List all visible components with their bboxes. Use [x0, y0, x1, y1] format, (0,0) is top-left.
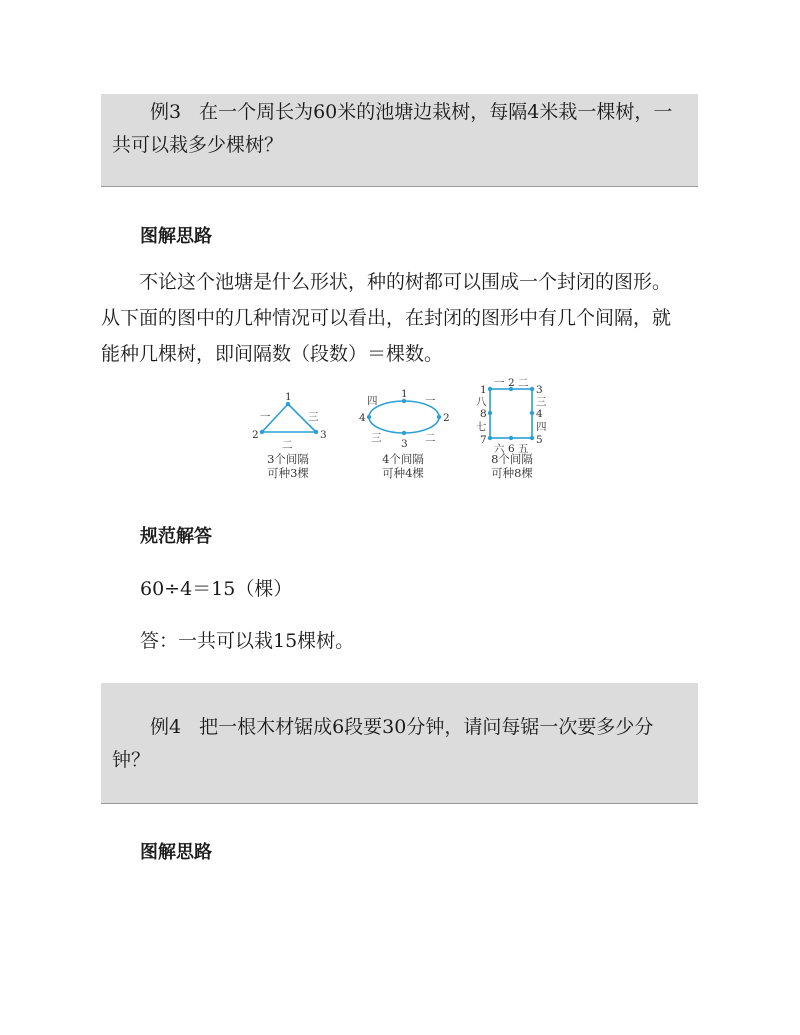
tree-point-2 [260, 430, 264, 434]
side-label-5: 五 [518, 443, 529, 455]
side-label-3: 三 [371, 432, 382, 444]
point-label-3: 3 [320, 429, 327, 441]
tree-point-3 [402, 431, 406, 435]
side-label-1: 一 [425, 395, 436, 407]
example-4-label: 例4 [150, 716, 182, 738]
section-heading-thinking: 图解思路 [140, 226, 212, 247]
square-shape [490, 389, 532, 438]
ellipse-caption-line-2: 可种4棵 [382, 466, 424, 480]
side-label-6: 六 [494, 443, 505, 455]
tree-point-4 [367, 415, 371, 419]
section-heading-thinking-2: 图解思路 [140, 842, 212, 863]
side-label-2: 二 [518, 377, 529, 389]
example-3-line-2: 共可以栽多少棵树？ [112, 134, 284, 156]
example-4-box [101, 683, 698, 804]
tree-point-3 [530, 387, 534, 391]
side-label-3: 三 [536, 396, 547, 408]
point-label-4: 4 [359, 412, 366, 424]
point-label-2: 2 [508, 377, 515, 389]
ellipse-caption-line-1: 4个间隔 [382, 452, 424, 466]
triangle-caption-line-1: 3个间隔 [267, 452, 309, 466]
example-4-line-1: 例4 把一根木材锯成6段要30分钟，请问每锯一次要多少分 [150, 716, 654, 738]
square-figure [470, 376, 554, 480]
point-label-2: 2 [252, 429, 259, 441]
triangle-caption-line-2: 可种3棵 [267, 466, 309, 480]
ellipse-diagram [355, 376, 451, 448]
point-label-6: 6 [508, 443, 515, 455]
example-3-label: 例3 [150, 101, 182, 123]
side-label-4: 四 [536, 421, 547, 433]
point-label-3: 3 [536, 384, 543, 396]
triangle-diagram [246, 376, 330, 451]
side-label-8: 八 [476, 396, 487, 408]
point-label-3: 3 [401, 438, 408, 450]
side-label-4: 四 [367, 395, 378, 407]
tree-point-4 [530, 411, 534, 415]
point-label-1: 1 [480, 384, 487, 396]
calculation-line: 60÷4＝15（棵） [140, 578, 293, 600]
tree-point-1 [488, 387, 492, 391]
example-3-line-1: 例3 在一个周长为60米的池塘边栽树，每隔4米栽一棵树，一 [150, 101, 673, 123]
point-label-1: 1 [285, 391, 292, 403]
point-label-4: 4 [536, 408, 543, 420]
point-label-1: 1 [401, 388, 408, 400]
side-label-3: 三 [308, 411, 319, 423]
triangle-figure [246, 376, 330, 480]
tree-point-5 [530, 436, 534, 440]
point-label-7: 7 [480, 434, 487, 446]
square-caption-line-1: 8个间隔 [491, 452, 533, 466]
example-3-box [101, 94, 698, 187]
tree-point-6 [509, 436, 513, 440]
point-label-8: 8 [480, 408, 487, 420]
tree-point-3 [314, 430, 318, 434]
paragraph-line-2: 从下面的图中的几种情况可以看出，在封闭的图形中有几个间隔，就 [101, 307, 672, 329]
point-label-2: 2 [443, 412, 450, 424]
ellipse-figure [355, 376, 451, 480]
square-caption-line-2: 可种8棵 [491, 466, 533, 480]
side-label-1: 一 [494, 377, 505, 389]
paragraph-line-3: 能种几棵树，即间隔数（段数）＝棵数。 [101, 343, 444, 365]
tree-point-8 [488, 411, 492, 415]
side-label-7: 七 [476, 421, 487, 433]
example-4-line-2: 钟？ [112, 749, 151, 771]
point-label-5: 5 [536, 434, 543, 446]
side-label-2: 二 [282, 439, 293, 451]
side-label-1: 一 [260, 411, 271, 423]
tree-point-2 [437, 415, 441, 419]
side-label-2: 二 [425, 432, 436, 444]
tree-point-7 [488, 436, 492, 440]
square-diagram [470, 376, 554, 455]
explanation-paragraph [101, 264, 698, 372]
section-heading-solution: 规范解答 [140, 526, 212, 547]
answer-line: 答：一共可以栽15棵树。 [140, 630, 355, 652]
paragraph-line-1: 不论这个池塘是什么形状，种的树都可以围成一个封闭的图形。 [139, 271, 672, 293]
